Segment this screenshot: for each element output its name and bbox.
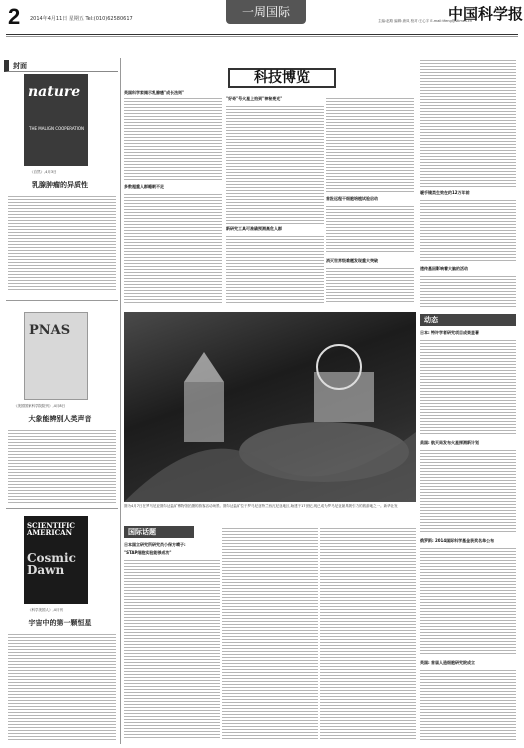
newspaper-logo: 中国科学报 [448,5,524,23]
article-body [326,96,414,192]
divider [6,508,118,509]
article-body [320,526,416,740]
science-headline-5: 首批远程干细胞培植试验启动 [326,196,378,201]
salt-mine-photo [124,312,416,502]
pnas-headline: 大象能辨别人类声音 [28,415,92,423]
science-headline-7: 暖手镜类生效在约12万年前 [420,190,470,195]
article-body [326,266,414,304]
science-banner: 科技博览 [228,68,336,88]
article-body [226,234,324,304]
salt-mine-illustration [124,312,416,502]
sciam-caption: 《科学美国人》,4月刊 [28,608,63,612]
divider [6,300,118,301]
article-body [420,546,516,656]
science-headline-1: 英国科学家揭示乳腺癌"成长法则" [124,90,185,95]
article-body [222,526,318,740]
pnas-caption: 《美国国家科学院院刊》,4月8日 [14,404,66,408]
section-tab: 一周国际 [226,0,306,24]
date-line: 2014年4月11日 星期五 Tel:(010)62580617 [30,16,133,22]
nature-headline: 乳腺肿瘤的异质性 [32,181,88,189]
page-number: 2 [8,4,21,29]
sciam-article-body [8,632,116,740]
article-body [124,558,220,740]
nature-cover [24,74,88,166]
nature-article-body [8,194,116,292]
news-item-1: 日本: 特许学者研究项目成果显著 [420,330,479,335]
sciam-cover-text: Cosmic Dawn [27,551,76,577]
science-headline-4: 新研究工具可准确预测高危人群 [226,226,282,231]
news-item-4: 英国: 首届人造细胞研究院成立 [420,660,475,665]
article-body [226,104,324,224]
intl-headline: 日本国立研究所研究员小保方晴子: [124,542,186,547]
column-rule [120,58,121,744]
article-body [420,668,516,740]
sciam-cover [24,516,88,604]
article-body [420,338,516,436]
nature-cover-text: THE MALIGN COOPERATION [29,126,85,131]
intl-topic-label: 国际话题 [124,526,194,538]
news-item-3: 俄罗斯: 2014国际科学基金获奖名单公布 [420,538,495,543]
article-body [420,198,516,262]
sciam-masthead: SCIENTIFIC AMERICAN [27,521,75,537]
article-body [326,204,414,254]
science-headline-3: "好奇"号火星上拍到"神秘亮光" [226,96,283,101]
science-headline-2: 多数超重人群睡眠不足 [124,184,164,189]
science-headline-6: 消灭世界级难题发现重大突破 [326,258,378,263]
pnas-article-body [8,428,116,504]
article-body [420,274,516,308]
header-rule-thin [6,36,518,37]
nature-masthead: nature [28,84,81,100]
science-headline-8: 遗传基因影响着大脑的活动 [420,266,468,271]
article-body [124,192,222,304]
pnas-masthead: PNAS [29,323,71,338]
article-body [420,58,516,188]
article-body [124,96,222,182]
editor-line: 主编:赵路 编辑:唐凤 校对:王心宇 E-mail:tfeng@stimes.cn [378,19,473,23]
news-label: 动态 [420,314,516,326]
covers-section-label: 封面 [4,60,118,72]
intl-quote: "STAP细胞实验能够成功" [124,550,172,555]
news-item-2: 美国: 航天局发布火星探测新计划 [420,440,479,445]
pnas-cover [24,312,88,400]
header-rule [6,34,518,35]
nature-caption: 《自然》,4月3日 [30,170,57,174]
sciam-headline: 宇宙中的第一颗恒星 [28,619,92,627]
article-body [420,448,516,534]
photo-caption: 图为4月7日在罗马尼亚图尔达盐矿博物馆拍摄的游客活动场景。图尔达盐矿位于罗马尼亚特兰西瓦尼亚地区,始建于17世纪,现已成为罗马尼亚最具吸引力的旅游地之一。新华社发 [124,504,398,508]
